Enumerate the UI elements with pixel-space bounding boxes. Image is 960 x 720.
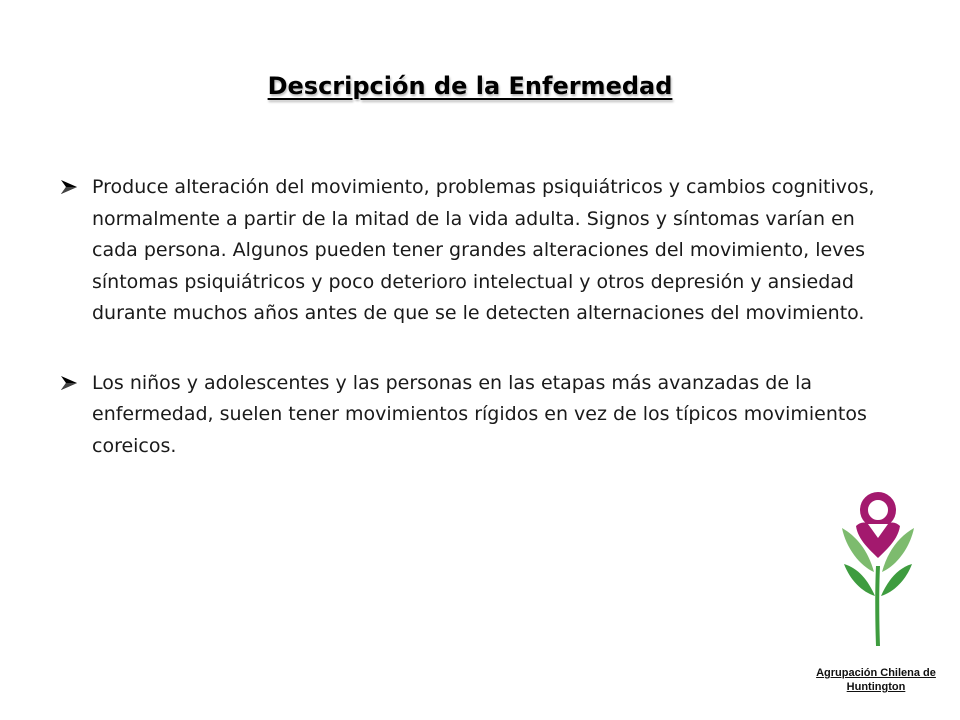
organization-name: Agrupación Chilena de Huntington (816, 667, 936, 693)
bullet-item (56, 172, 901, 330)
flower-person-logo-icon (838, 488, 918, 648)
bullet-list (56, 172, 901, 500)
bullet-item (56, 368, 901, 463)
arrowhead-bullet-icon (58, 172, 84, 202)
arrowhead-bullet-icon (58, 368, 84, 398)
bullet-text: Los niños y adolescentes y las personas en las etapas más avanzadas de la enfermedad, suelen tener movimientos rígidos en vez de los típicos movimientos coreicos. (92, 371, 867, 457)
slide-title: Descripción de la Enfermedad (267, 72, 673, 100)
bullet-text: Produce alteración del movimiento, problemas psiquiátricos y cambios cognitivos, normalmente a partir de la mitad de la vida adulta. Signos y síntomas varían en cada persona. Algunos pueden tener grandes alteraciones del movimiento, leves síntomas psiquiátricos y poco deterioro intelectual y otros depresión y ansiedad durante muchos años antes de que se le detecten alternaciones del movimiento. (92, 176, 875, 324)
